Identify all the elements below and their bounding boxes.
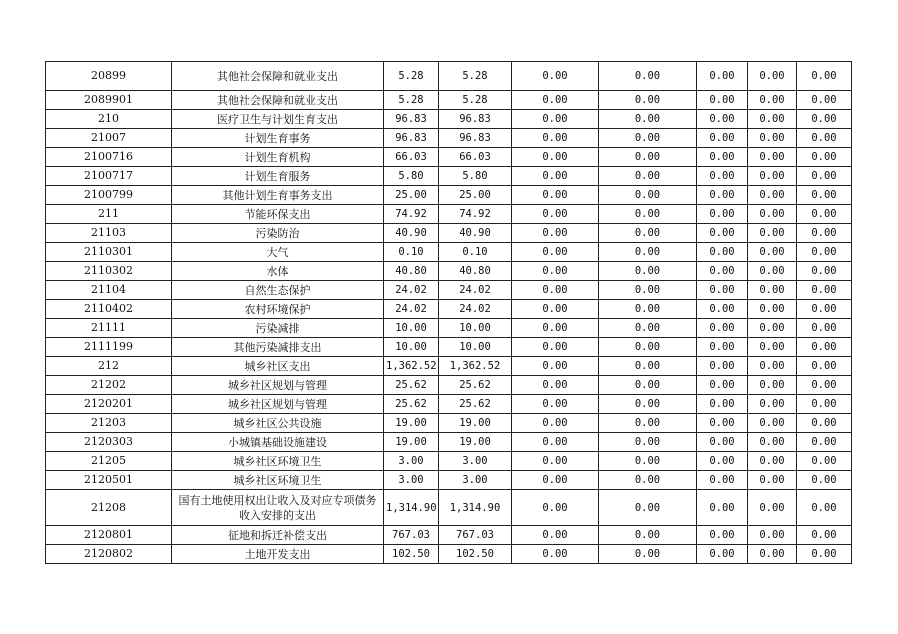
- total-cell: 40.80: [384, 262, 439, 281]
- other-cell: 0.00: [748, 414, 797, 433]
- transfer-cell: 0.00: [697, 224, 748, 243]
- project-expenditure-cell: 0.00: [512, 471, 599, 490]
- subject-name-cell: 大气: [172, 243, 384, 262]
- basic-expenditure-cell: 40.90: [439, 224, 512, 243]
- basic-expenditure-cell: 102.50: [439, 545, 512, 564]
- subject-code-cell: 2100717: [46, 167, 172, 186]
- project-expenditure-cell: 0.00: [512, 395, 599, 414]
- remaining-cell: 0.00: [797, 224, 852, 243]
- table-row: [46, 167, 852, 186]
- subject-name-cell: 城乡社区支出: [172, 357, 384, 376]
- other-cell: 0.00: [748, 205, 797, 224]
- table-row: [46, 545, 852, 564]
- other-cell: 0.00: [748, 490, 797, 526]
- subject-code-cell: 2110302: [46, 262, 172, 281]
- table-row: [46, 281, 852, 300]
- enterprise-expenditure-cell: 0.00: [599, 376, 697, 395]
- remaining-cell: 0.00: [797, 319, 852, 338]
- enterprise-expenditure-cell: 0.00: [599, 433, 697, 452]
- subject-name-cell: 农村环境保护: [172, 300, 384, 319]
- table-row: [46, 433, 852, 452]
- total-cell: 24.02: [384, 281, 439, 300]
- table-row: [46, 300, 852, 319]
- other-cell: 0.00: [748, 376, 797, 395]
- subject-code-cell: 211: [46, 205, 172, 224]
- total-cell: 96.83: [384, 129, 439, 148]
- basic-expenditure-cell: 1,362.52: [439, 357, 512, 376]
- project-expenditure-cell: 0.00: [512, 490, 599, 526]
- enterprise-expenditure-cell: 0.00: [599, 319, 697, 338]
- total-cell: 3.00: [384, 452, 439, 471]
- subject-name-cell: 土地开发支出: [172, 545, 384, 564]
- remaining-cell: 0.00: [797, 338, 852, 357]
- project-expenditure-cell: 0.00: [512, 167, 599, 186]
- subject-code-cell: 2089901: [46, 91, 172, 110]
- subject-code-cell: 2120201: [46, 395, 172, 414]
- total-cell: 40.90: [384, 224, 439, 243]
- other-cell: 0.00: [748, 545, 797, 564]
- total-cell: 74.92: [384, 205, 439, 224]
- remaining-cell: 0.00: [797, 433, 852, 452]
- basic-expenditure-cell: 0.10: [439, 243, 512, 262]
- remaining-cell: 0.00: [797, 452, 852, 471]
- subject-name-cell: 其他社会保障和就业支出: [172, 91, 384, 110]
- transfer-cell: 0.00: [697, 490, 748, 526]
- basic-expenditure-cell: 24.02: [439, 281, 512, 300]
- other-cell: 0.00: [748, 224, 797, 243]
- project-expenditure-cell: 0.00: [512, 186, 599, 205]
- transfer-cell: 0.00: [697, 395, 748, 414]
- basic-expenditure-cell: 1,314.90: [439, 490, 512, 526]
- enterprise-expenditure-cell: 0.00: [599, 300, 697, 319]
- basic-expenditure-cell: 3.00: [439, 452, 512, 471]
- table-row: [46, 338, 852, 357]
- basic-expenditure-cell: 40.80: [439, 262, 512, 281]
- subject-name-cell: 计划生育服务: [172, 167, 384, 186]
- project-expenditure-cell: 0.00: [512, 281, 599, 300]
- project-expenditure-cell: 0.00: [512, 262, 599, 281]
- remaining-cell: 0.00: [797, 526, 852, 545]
- project-expenditure-cell: 0.00: [512, 338, 599, 357]
- enterprise-expenditure-cell: 0.00: [599, 526, 697, 545]
- other-cell: 0.00: [748, 300, 797, 319]
- transfer-cell: 0.00: [697, 414, 748, 433]
- subject-name-cell: 自然生态保护: [172, 281, 384, 300]
- transfer-cell: 0.00: [697, 471, 748, 490]
- other-cell: 0.00: [748, 452, 797, 471]
- subject-code-cell: 21203: [46, 414, 172, 433]
- basic-expenditure-cell: 3.00: [439, 471, 512, 490]
- subject-name-cell: 污染防治: [172, 224, 384, 243]
- table-row: [46, 526, 852, 545]
- table-row: [46, 490, 852, 526]
- other-cell: 0.00: [748, 262, 797, 281]
- subject-code-cell: 21205: [46, 452, 172, 471]
- subject-code-cell: 210: [46, 110, 172, 129]
- remaining-cell: 0.00: [797, 357, 852, 376]
- transfer-cell: 0.00: [697, 62, 748, 91]
- enterprise-expenditure-cell: 0.00: [599, 357, 697, 376]
- table-row: [46, 110, 852, 129]
- subject-code-cell: 2120303: [46, 433, 172, 452]
- table-row: [46, 148, 852, 167]
- project-expenditure-cell: 0.00: [512, 148, 599, 167]
- subject-name-cell: 城乡社区环境卫生: [172, 471, 384, 490]
- subject-code-cell: 2100799: [46, 186, 172, 205]
- basic-expenditure-cell: 5.28: [439, 91, 512, 110]
- enterprise-expenditure-cell: 0.00: [599, 490, 697, 526]
- enterprise-expenditure-cell: 0.00: [599, 110, 697, 129]
- enterprise-expenditure-cell: 0.00: [599, 471, 697, 490]
- project-expenditure-cell: 0.00: [512, 433, 599, 452]
- project-expenditure-cell: 0.00: [512, 452, 599, 471]
- basic-expenditure-cell: 74.92: [439, 205, 512, 224]
- project-expenditure-cell: 0.00: [512, 545, 599, 564]
- basic-expenditure-cell: 19.00: [439, 433, 512, 452]
- total-cell: 24.02: [384, 300, 439, 319]
- project-expenditure-cell: 0.00: [512, 319, 599, 338]
- subject-code-cell: 20899: [46, 62, 172, 91]
- remaining-cell: 0.00: [797, 62, 852, 91]
- subject-code-cell: 21208: [46, 490, 172, 526]
- enterprise-expenditure-cell: 0.00: [599, 545, 697, 564]
- project-expenditure-cell: 0.00: [512, 300, 599, 319]
- transfer-cell: 0.00: [697, 433, 748, 452]
- subject-code-cell: 2120801: [46, 526, 172, 545]
- other-cell: 0.00: [748, 433, 797, 452]
- remaining-cell: 0.00: [797, 110, 852, 129]
- table-row: [46, 186, 852, 205]
- subject-code-cell: 2120802: [46, 545, 172, 564]
- table-row: [46, 91, 852, 110]
- subject-code-cell: 2110301: [46, 243, 172, 262]
- basic-expenditure-cell: 767.03: [439, 526, 512, 545]
- transfer-cell: 0.00: [697, 526, 748, 545]
- enterprise-expenditure-cell: 0.00: [599, 281, 697, 300]
- total-cell: 96.83: [384, 110, 439, 129]
- table-body: [46, 62, 852, 564]
- table-row: [46, 224, 852, 243]
- transfer-cell: 0.00: [697, 243, 748, 262]
- enterprise-expenditure-cell: 0.00: [599, 62, 697, 91]
- transfer-cell: 0.00: [697, 262, 748, 281]
- remaining-cell: 0.00: [797, 490, 852, 526]
- table-row: [46, 414, 852, 433]
- other-cell: 0.00: [748, 281, 797, 300]
- total-cell: 19.00: [384, 414, 439, 433]
- total-cell: 102.50: [384, 545, 439, 564]
- subject-name-cell: 其他计划生育事务支出: [172, 186, 384, 205]
- project-expenditure-cell: 0.00: [512, 62, 599, 91]
- other-cell: 0.00: [748, 471, 797, 490]
- other-cell: 0.00: [748, 129, 797, 148]
- other-cell: 0.00: [748, 357, 797, 376]
- subject-code-cell: 2110402: [46, 300, 172, 319]
- transfer-cell: 0.00: [697, 319, 748, 338]
- basic-expenditure-cell: 5.80: [439, 167, 512, 186]
- remaining-cell: 0.00: [797, 129, 852, 148]
- subject-code-cell: 2120501: [46, 471, 172, 490]
- enterprise-expenditure-cell: 0.00: [599, 395, 697, 414]
- total-cell: 25.00: [384, 186, 439, 205]
- subject-code-cell: 21103: [46, 224, 172, 243]
- transfer-cell: 0.00: [697, 281, 748, 300]
- table-row: [46, 262, 852, 281]
- remaining-cell: 0.00: [797, 281, 852, 300]
- enterprise-expenditure-cell: 0.00: [599, 243, 697, 262]
- transfer-cell: 0.00: [697, 110, 748, 129]
- subject-name-cell: 污染减排: [172, 319, 384, 338]
- project-expenditure-cell: 0.00: [512, 414, 599, 433]
- table-row: [46, 129, 852, 148]
- basic-expenditure-cell: 5.28: [439, 62, 512, 91]
- table-row: [46, 376, 852, 395]
- remaining-cell: 0.00: [797, 148, 852, 167]
- other-cell: 0.00: [748, 91, 797, 110]
- basic-expenditure-cell: 10.00: [439, 338, 512, 357]
- transfer-cell: 0.00: [697, 91, 748, 110]
- project-expenditure-cell: 0.00: [512, 205, 599, 224]
- subject-code-cell: 21202: [46, 376, 172, 395]
- total-cell: 10.00: [384, 338, 439, 357]
- transfer-cell: 0.00: [697, 167, 748, 186]
- table-row: [46, 62, 852, 91]
- basic-expenditure-cell: 96.83: [439, 129, 512, 148]
- transfer-cell: 0.00: [697, 452, 748, 471]
- basic-expenditure-cell: 25.62: [439, 395, 512, 414]
- subject-code-cell: 212: [46, 357, 172, 376]
- budget-expenditure-table: [45, 61, 852, 564]
- transfer-cell: 0.00: [697, 186, 748, 205]
- enterprise-expenditure-cell: 0.00: [599, 262, 697, 281]
- project-expenditure-cell: 0.00: [512, 129, 599, 148]
- enterprise-expenditure-cell: 0.00: [599, 129, 697, 148]
- transfer-cell: 0.00: [697, 376, 748, 395]
- remaining-cell: 0.00: [797, 167, 852, 186]
- remaining-cell: 0.00: [797, 300, 852, 319]
- project-expenditure-cell: 0.00: [512, 357, 599, 376]
- enterprise-expenditure-cell: 0.00: [599, 338, 697, 357]
- other-cell: 0.00: [748, 110, 797, 129]
- table-row: [46, 319, 852, 338]
- table-row: [46, 471, 852, 490]
- other-cell: 0.00: [748, 526, 797, 545]
- subject-name-cell: 计划生育事务: [172, 129, 384, 148]
- subject-name-cell: 城乡社区规划与管理: [172, 395, 384, 414]
- remaining-cell: 0.00: [797, 376, 852, 395]
- subject-code-cell: 21007: [46, 129, 172, 148]
- other-cell: 0.00: [748, 243, 797, 262]
- basic-expenditure-cell: 25.62: [439, 376, 512, 395]
- subject-name-cell: 水体: [172, 262, 384, 281]
- basic-expenditure-cell: 66.03: [439, 148, 512, 167]
- table-row: [46, 395, 852, 414]
- table-row: [46, 205, 852, 224]
- remaining-cell: 0.00: [797, 262, 852, 281]
- subject-code-cell: 21111: [46, 319, 172, 338]
- subject-name-cell: 节能环保支出: [172, 205, 384, 224]
- enterprise-expenditure-cell: 0.00: [599, 148, 697, 167]
- transfer-cell: 0.00: [697, 129, 748, 148]
- total-cell: 10.00: [384, 319, 439, 338]
- project-expenditure-cell: 0.00: [512, 376, 599, 395]
- enterprise-expenditure-cell: 0.00: [599, 167, 697, 186]
- total-cell: 1,314.90: [384, 490, 439, 526]
- subject-name-cell: 其他社会保障和就业支出: [172, 62, 384, 91]
- table-row: [46, 243, 852, 262]
- basic-expenditure-cell: 19.00: [439, 414, 512, 433]
- remaining-cell: 0.00: [797, 395, 852, 414]
- total-cell: 25.62: [384, 395, 439, 414]
- remaining-cell: 0.00: [797, 243, 852, 262]
- total-cell: 5.28: [384, 91, 439, 110]
- remaining-cell: 0.00: [797, 91, 852, 110]
- enterprise-expenditure-cell: 0.00: [599, 91, 697, 110]
- subject-name-cell: 国有土地使用权出让收入及对应专项债务收入安排的支出: [172, 490, 384, 526]
- total-cell: 3.00: [384, 471, 439, 490]
- enterprise-expenditure-cell: 0.00: [599, 205, 697, 224]
- project-expenditure-cell: 0.00: [512, 526, 599, 545]
- table-row: [46, 452, 852, 471]
- transfer-cell: 0.00: [697, 205, 748, 224]
- subject-name-cell: 小城镇基础设施建设: [172, 433, 384, 452]
- basic-expenditure-cell: 25.00: [439, 186, 512, 205]
- basic-expenditure-cell: 10.00: [439, 319, 512, 338]
- table-row: [46, 357, 852, 376]
- total-cell: 0.10: [384, 243, 439, 262]
- subject-name-cell: 城乡社区环境卫生: [172, 452, 384, 471]
- remaining-cell: 0.00: [797, 414, 852, 433]
- transfer-cell: 0.00: [697, 545, 748, 564]
- project-expenditure-cell: 0.00: [512, 110, 599, 129]
- other-cell: 0.00: [748, 167, 797, 186]
- subject-name-cell: 计划生育机构: [172, 148, 384, 167]
- project-expenditure-cell: 0.00: [512, 224, 599, 243]
- enterprise-expenditure-cell: 0.00: [599, 414, 697, 433]
- other-cell: 0.00: [748, 338, 797, 357]
- subject-name-cell: 其他污染减排支出: [172, 338, 384, 357]
- other-cell: 0.00: [748, 319, 797, 338]
- project-expenditure-cell: 0.00: [512, 91, 599, 110]
- subject-code-cell: 2100716: [46, 148, 172, 167]
- remaining-cell: 0.00: [797, 205, 852, 224]
- transfer-cell: 0.00: [697, 357, 748, 376]
- total-cell: 66.03: [384, 148, 439, 167]
- enterprise-expenditure-cell: 0.00: [599, 452, 697, 471]
- subject-name-cell: 征地和拆迁补偿支出: [172, 526, 384, 545]
- project-expenditure-cell: 0.00: [512, 243, 599, 262]
- other-cell: 0.00: [748, 62, 797, 91]
- basic-expenditure-cell: 24.02: [439, 300, 512, 319]
- other-cell: 0.00: [748, 186, 797, 205]
- total-cell: 19.00: [384, 433, 439, 452]
- subject-name-cell: 城乡社区公共设施: [172, 414, 384, 433]
- transfer-cell: 0.00: [697, 148, 748, 167]
- remaining-cell: 0.00: [797, 471, 852, 490]
- basic-expenditure-cell: 96.83: [439, 110, 512, 129]
- remaining-cell: 0.00: [797, 545, 852, 564]
- enterprise-expenditure-cell: 0.00: [599, 186, 697, 205]
- subject-code-cell: 2111199: [46, 338, 172, 357]
- total-cell: 5.80: [384, 167, 439, 186]
- total-cell: 1,362.52: [384, 357, 439, 376]
- remaining-cell: 0.00: [797, 186, 852, 205]
- enterprise-expenditure-cell: 0.00: [599, 224, 697, 243]
- subject-name-cell: 城乡社区规划与管理: [172, 376, 384, 395]
- subject-name-cell: 医疗卫生与计划生育支出: [172, 110, 384, 129]
- other-cell: 0.00: [748, 148, 797, 167]
- total-cell: 5.28: [384, 62, 439, 91]
- total-cell: 767.03: [384, 526, 439, 545]
- transfer-cell: 0.00: [697, 338, 748, 357]
- other-cell: 0.00: [748, 395, 797, 414]
- subject-code-cell: 21104: [46, 281, 172, 300]
- total-cell: 25.62: [384, 376, 439, 395]
- transfer-cell: 0.00: [697, 300, 748, 319]
